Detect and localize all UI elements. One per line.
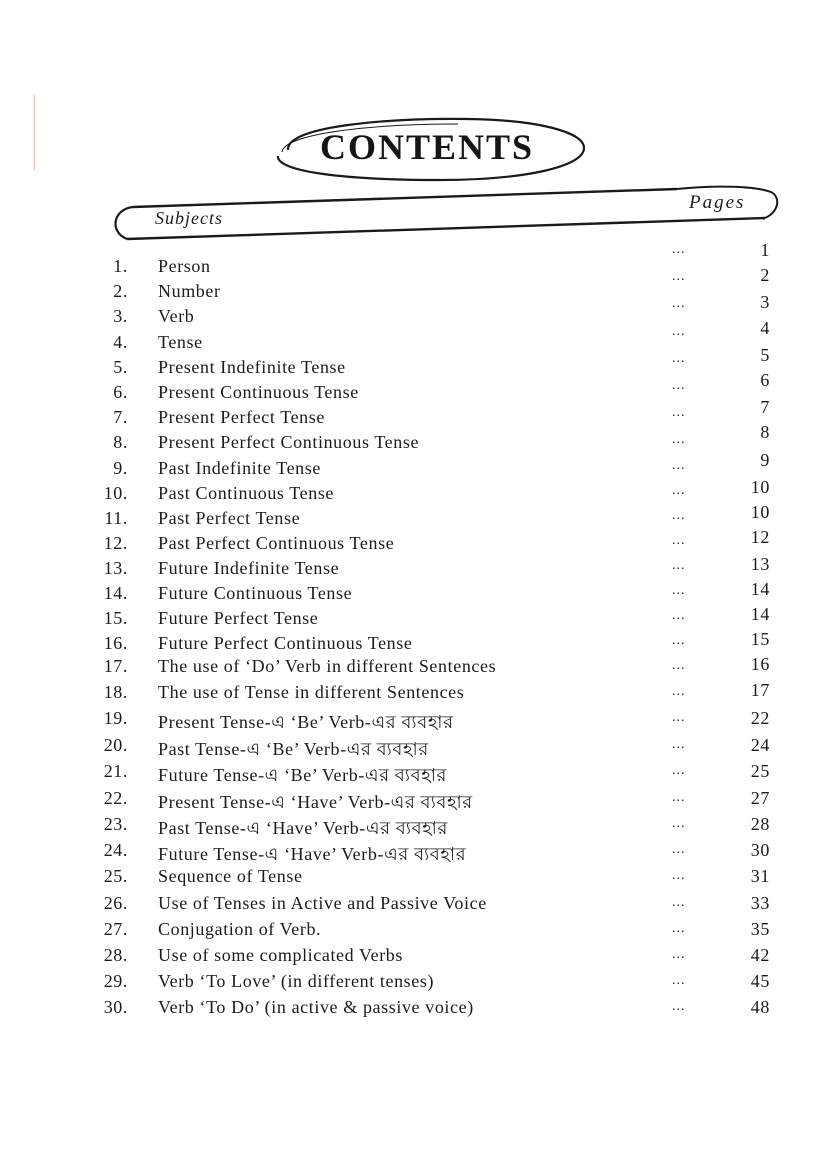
entry-leader: ...	[672, 351, 686, 366]
entry-number: 2.	[113, 281, 128, 301]
entry-number: 16.	[103, 633, 128, 653]
entry-number: 18.	[103, 682, 128, 702]
entry-leader: ...	[672, 405, 686, 420]
entry-subject: Future Tense-এ ‘Have’ Verb-এর ব্যবহার	[158, 844, 467, 864]
toc-entry	[0, 422, 826, 458]
entry-subject: The use of Tense in different Sentences	[158, 682, 465, 702]
entry-leader: ...	[672, 658, 686, 673]
scan-edge-mark	[34, 95, 35, 170]
toc-entry	[0, 318, 826, 358]
entry-leader: ...	[672, 242, 686, 257]
entry-leader: ...	[672, 583, 686, 598]
entry-number: 20.	[103, 735, 128, 755]
toc-entry	[0, 919, 826, 945]
toc-entry	[0, 735, 826, 761]
entry-subject: Past Tense-এ ‘Be’ Verb-এর ব্যবহার	[158, 739, 429, 759]
entry-leader: ...	[672, 763, 686, 778]
toc-entry	[0, 240, 826, 282]
entry-page: 10	[750, 502, 770, 522]
entry-page: 45	[750, 971, 770, 991]
entry-page: 24	[750, 735, 770, 755]
toc-entry	[0, 840, 826, 866]
entry-page: 33	[750, 893, 770, 913]
entry-leader: ...	[672, 684, 686, 699]
entry-number: 8.	[113, 432, 128, 452]
entry-subject: Number	[158, 281, 221, 301]
entry-number: 7.	[113, 407, 128, 427]
entry-leader: ...	[672, 710, 686, 725]
entry-number: 15.	[103, 608, 128, 628]
entry-number: 30.	[103, 997, 128, 1017]
entry-number: 5.	[113, 357, 128, 377]
entry-subject: Past Continuous Tense	[158, 483, 335, 503]
entry-page: 14	[750, 579, 770, 599]
entry-subject: Verb	[158, 306, 195, 326]
toc-entry	[0, 971, 826, 997]
entry-leader: ...	[672, 816, 686, 831]
toc-entry	[0, 997, 826, 1023]
entry-leader: ...	[672, 737, 686, 752]
entry-page: 9	[760, 450, 770, 470]
entry-subject: Future Tense-এ ‘Be’ Verb-এর ব্যবহার	[158, 765, 448, 785]
toc-entry	[0, 370, 826, 408]
entry-subject: Present Perfect Tense	[158, 407, 325, 427]
entry-leader: ...	[672, 790, 686, 805]
entry-leader: ...	[672, 432, 686, 447]
entry-leader: ...	[672, 842, 686, 857]
entry-subject: Past Tense-এ ‘Have’ Verb-এর ব্যবহার	[158, 818, 449, 838]
entry-subject: Past Perfect Tense	[158, 508, 301, 528]
entry-subject: Person	[158, 256, 211, 276]
entry-page: 2	[760, 265, 770, 285]
entry-number: 26.	[103, 893, 128, 913]
toc-entry	[0, 477, 826, 509]
toc-entry	[0, 866, 826, 892]
entry-number: 1.	[113, 256, 128, 276]
toc-entry	[0, 527, 826, 559]
entry-page: 35	[750, 919, 770, 939]
entry-number: 11.	[104, 508, 128, 528]
entry-page: 7	[760, 397, 770, 417]
entry-page: 27	[750, 788, 770, 808]
entry-page: 48	[750, 997, 770, 1017]
toc-entry	[0, 345, 826, 383]
entry-page: 16	[750, 654, 770, 674]
entry-subject: Use of some complicated Verbs	[158, 945, 404, 965]
entry-number: 28.	[103, 945, 128, 965]
entry-subject: Future Perfect Continuous Tense	[158, 633, 413, 653]
entry-subject: Verb ‘To Love’ (in different tenses)	[158, 971, 435, 991]
toc-entry	[0, 893, 826, 919]
entry-page: 1	[760, 240, 770, 260]
entry-page: 13	[750, 554, 770, 574]
entry-subject: Verb ‘To Do’ (in active & passive voice)	[158, 997, 474, 1017]
entry-number: 6.	[113, 382, 128, 402]
entry-leader: ...	[672, 483, 686, 498]
entry-number: 21.	[103, 761, 128, 781]
entry-leader: ...	[672, 378, 686, 393]
toc-entry	[0, 579, 826, 609]
entry-subject: Present Perfect Continuous Tense	[158, 432, 420, 452]
entry-page: 8	[760, 422, 770, 442]
toc-entry	[0, 814, 826, 840]
toc-entry	[0, 397, 826, 433]
subjects-column-header: Subjects	[155, 208, 223, 228]
entry-number: 17.	[103, 656, 128, 676]
entry-leader: ...	[672, 324, 686, 339]
entry-subject: Sequence of Tense	[158, 866, 303, 886]
contents-title-banner	[268, 112, 586, 186]
entry-page: 6	[760, 370, 770, 390]
toc-entry	[0, 554, 826, 584]
toc-entry	[0, 656, 826, 682]
entry-page: 25	[750, 761, 770, 781]
entry-number: 13.	[103, 558, 128, 578]
entry-leader: ...	[672, 947, 686, 962]
entry-subject: Conjugation of Verb.	[158, 919, 322, 939]
entry-subject: Present Tense-এ ‘Be’ Verb-এর ব্যবহার	[158, 712, 454, 732]
entry-leader: ...	[672, 973, 686, 988]
entry-number: 27.	[103, 919, 128, 939]
toc-entry	[0, 708, 826, 734]
entry-subject: Past Perfect Continuous Tense	[158, 533, 395, 553]
toc-entry	[0, 761, 826, 787]
entry-page: 12	[750, 527, 770, 547]
entry-leader: ...	[672, 608, 686, 623]
entry-subject: Present Continuous Tense	[158, 382, 359, 402]
entry-number: 9.	[113, 458, 128, 478]
entry-number: 14.	[103, 583, 128, 603]
entry-number: 12.	[103, 533, 128, 553]
entry-leader: ...	[672, 999, 686, 1014]
entry-leader: ...	[672, 508, 686, 523]
entry-subject: Future Indefinite Tense	[158, 558, 340, 578]
entry-number: 25.	[103, 866, 128, 886]
entry-page: 5	[760, 345, 770, 365]
entry-number: 3.	[113, 306, 128, 326]
entry-leader: ...	[672, 921, 686, 936]
entry-number: 22.	[103, 788, 128, 808]
entry-leader: ...	[672, 895, 686, 910]
entry-leader: ...	[672, 296, 686, 311]
entry-leader: ...	[672, 269, 686, 284]
entry-leader: ...	[672, 458, 686, 473]
pages-column-header: Pages	[689, 192, 746, 213]
entry-subject: Present Tense-এ ‘Have’ Verb-এর ব্যবহার	[158, 792, 473, 812]
entry-leader: ...	[672, 868, 686, 883]
entry-page: 31	[750, 866, 770, 886]
entry-leader: ...	[672, 633, 686, 648]
entry-leader: ...	[672, 558, 686, 573]
entry-number: 19.	[103, 708, 128, 728]
entry-leader: ...	[672, 533, 686, 548]
entry-subject: Future Perfect Tense	[158, 608, 319, 628]
entry-page: 4	[760, 318, 770, 338]
page-title: CONTENTS	[319, 127, 535, 167]
entry-subject: The use of ‘Do’ Verb in different Sentences	[158, 656, 497, 676]
entry-number: 23.	[103, 814, 128, 834]
entry-subject: Tense	[158, 332, 203, 352]
entry-number: 10.	[103, 483, 128, 503]
table-header	[105, 182, 785, 242]
entry-subject: Future Continuous Tense	[158, 583, 353, 603]
entry-page: 14	[750, 604, 770, 624]
entry-number: 4.	[113, 332, 128, 352]
entry-page: 30	[750, 840, 770, 860]
entry-page: 10	[750, 477, 770, 497]
toc-entry	[0, 604, 826, 634]
toc-entry	[0, 945, 826, 971]
toc-entry	[0, 788, 826, 814]
entry-page: 15	[750, 629, 770, 649]
toc-entry	[0, 682, 826, 708]
entry-page: 22	[750, 708, 770, 728]
entry-page: 3	[760, 292, 770, 312]
entry-subject: Past Indefinite Tense	[158, 458, 321, 478]
entry-subject: Use of Tenses in Active and Passive Voice	[158, 893, 487, 913]
entry-page: 17	[750, 680, 770, 700]
entry-number: 24.	[103, 840, 128, 860]
toc-entry	[0, 292, 826, 332]
entry-page: 42	[750, 945, 770, 965]
entry-page: 28	[750, 814, 770, 834]
entry-subject: Present Indefinite Tense	[158, 357, 346, 377]
toc-entry	[0, 450, 826, 484]
toc-entry	[0, 502, 826, 534]
entry-number: 29.	[103, 971, 128, 991]
